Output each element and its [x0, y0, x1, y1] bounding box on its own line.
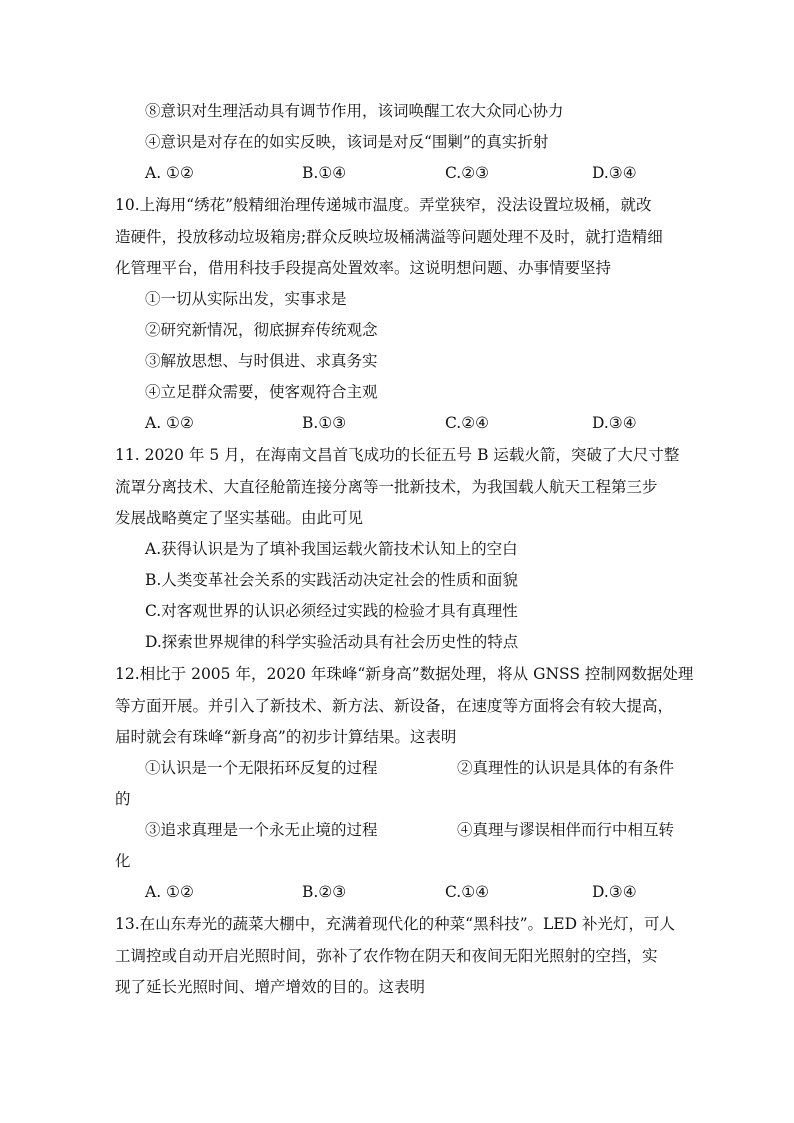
q12-option-c: C.①④ — [445, 883, 490, 901]
q11-choice-b: B.人类变革社会关系的实践活动决定社会的性质和面貌 — [145, 571, 518, 589]
q11-choice-c: C.对客观世界的认识必须经过实践的检验才具有真理性 — [145, 602, 518, 620]
q10-item-2: ②研究新情况，彻底摒弃传统观念 — [145, 321, 378, 339]
q12-stem-line-1: 12.相比于 2005 年，2020 年珠峰“新身高”数据处理，将从 GNSS 控制网数据处理 — [115, 665, 694, 683]
q12-item-4: ④真理与谬误相伴而行中相互转 — [457, 821, 675, 839]
pre-item-3: ⑧意识对生理活动具有调节作用，该词唤醒工农大众同心协力 — [145, 102, 564, 120]
q12-stem-line-2: 等方面开展。并引入了新技术、新方法、新设备，在速度等方面将会有较大提高， — [115, 697, 674, 715]
q13-stem-line-1: 13.在山东寿光的蔬菜大棚中，充满着现代化的种菜“黑科技”。LED 补光灯，可人 — [115, 915, 675, 933]
q12-stem-line-3: 届时就会有珠峰“新身高”的初步计算结果。这表明 — [115, 728, 457, 746]
q12-option-d: D.③④ — [592, 883, 637, 901]
q11-stem-line-3: 发展战略奠定了坚实基础。由此可见 — [115, 509, 364, 527]
q12-option-b: B.②③ — [302, 883, 347, 901]
q10-stem-line-3: 化管理平台，借用科技手段提高处置效率。这说明想问题、办事情要坚持 — [115, 259, 612, 277]
pre-option-c: C.②③ — [445, 164, 490, 182]
q11-stem-line-1: 11. 2020 年 5 月，在海南文昌首飞成功的长征五号 B 运载火箭，突破了大尺寸整 — [115, 446, 680, 464]
q12-item-2: ②真理性的认识是具体的有条件 — [457, 759, 675, 777]
q13-stem-line-2: 工调控或自动开启光照时间，弥补了农作物在阴天和夜间无阳光照射的空挡，实 — [115, 947, 658, 965]
q10-option-c: C.②④ — [445, 414, 490, 432]
q11-choice-d: D.探索世界规律的科学实验活动具有社会历史性的特点 — [145, 633, 519, 651]
q11-choice-a: A.获得认识是为了填补我国运载火箭技术认知上的空白 — [145, 540, 518, 558]
q10-option-d: D.③④ — [592, 414, 637, 432]
q10-option-a: A. ①② — [145, 414, 194, 432]
q10-item-1: ①一切从实际出发，实事求是 — [145, 290, 347, 308]
q11-stem-line-2: 流罩分离技术、大直径舱箭连接分离等一批新技术，为我国载人航天工程第三步 — [115, 478, 658, 496]
q12-item-3: ③追求真理是一个永无止境的过程 — [145, 821, 378, 839]
q12-item-4-wrap: 化 — [115, 852, 131, 870]
pre-item-4: ④意识是对存在的如实反映，该词是对反“围剿”的真实折射 — [145, 133, 549, 151]
q10-stem-line-1: 10.上海用“绣花”般精细治理传递城市温度。弄堂狭窄，没法设置垃圾桶，就改 — [115, 196, 652, 214]
q13-stem-line-3: 现了延长光照时间、增产增效的目的。这表明 — [115, 978, 426, 996]
q10-stem-line-2: 造硬件，投放移动垃圾箱房;群众反映垃圾桶满溢等问题处理不及时，就打造精细 — [115, 228, 663, 246]
q12-item-1: ①认识是一个无限拓环反复的过程 — [145, 759, 378, 777]
pre-option-a: A. ①② — [145, 164, 194, 182]
pre-option-d: D.③④ — [592, 164, 637, 182]
q12-item-2-wrap: 的 — [115, 790, 131, 808]
q10-item-3: ③解放思想、与时俱进、求真务实 — [145, 352, 378, 370]
q12-option-a: A. ①② — [145, 883, 194, 901]
pre-option-b: B.①④ — [302, 164, 347, 182]
q10-item-4: ④立足群众需要，使客观符合主观 — [145, 383, 378, 401]
q10-option-b: B.①③ — [302, 414, 347, 432]
